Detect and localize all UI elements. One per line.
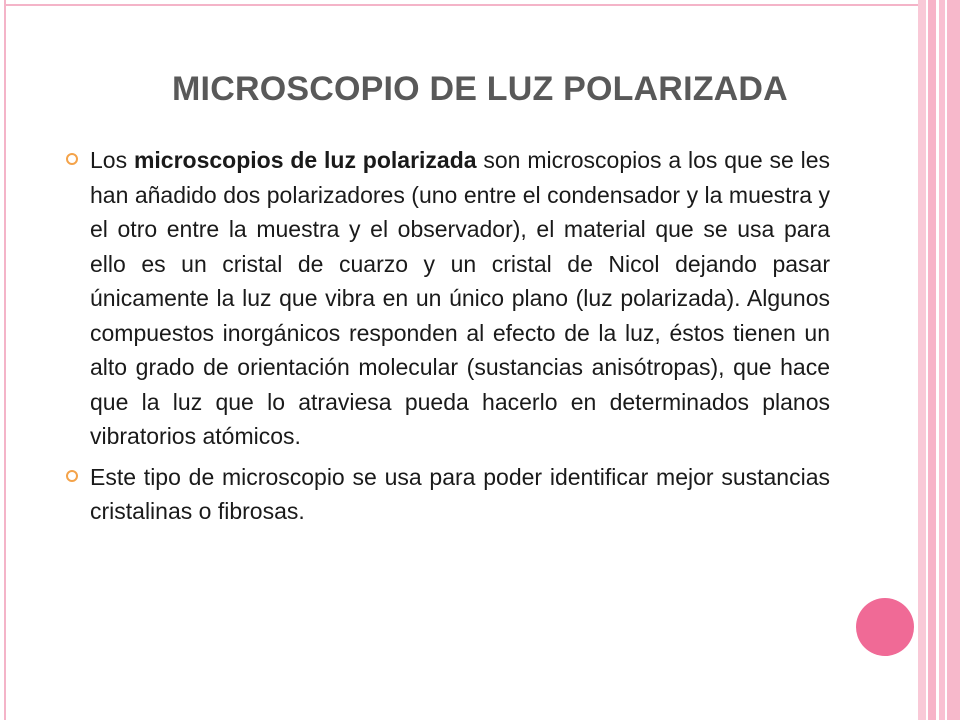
bullet-circle-icon <box>66 153 78 165</box>
bullet-bold-term: microscopios de luz polarizada <box>133 147 477 173</box>
bullet-item <box>60 460 830 529</box>
bullet-lead: Los <box>90 147 134 173</box>
frame-line-top <box>4 4 920 6</box>
bullet-circle-icon <box>66 470 78 482</box>
bullet-item <box>60 143 830 454</box>
bullet-text <box>90 460 830 529</box>
bullet-body: Este tipo de microscopio se usa para poder identificar mejor sustancias cristalinas o fibrosas. <box>90 463 830 524</box>
decorative-pink-circle <box>856 598 914 656</box>
bullet-text <box>90 143 830 454</box>
bullet-body: son microscopios a los que se les han añadido dos polarizadores (uno entre el condensador y la muestra y el otro entre la muestra y el observador), el material que se usa para ello es un cristal de cuarzo y un cristal de Nicol dejando pasar únicamente la luz que vibra en un único plano (luz polarizada). Algunos compuestos inorgánicos responden al efecto de la luz, éstos tienen un alto grado de orientación molecular (sustancias anisótropas), que hace que la luz que lo atraviesa pueda hacerlo en determinados planos vibratorios atómicos. <box>90 147 830 449</box>
slide-title: MICROSCOPIO DE LUZ POLARIZADA <box>172 70 788 108</box>
bullet-list <box>60 143 830 535</box>
